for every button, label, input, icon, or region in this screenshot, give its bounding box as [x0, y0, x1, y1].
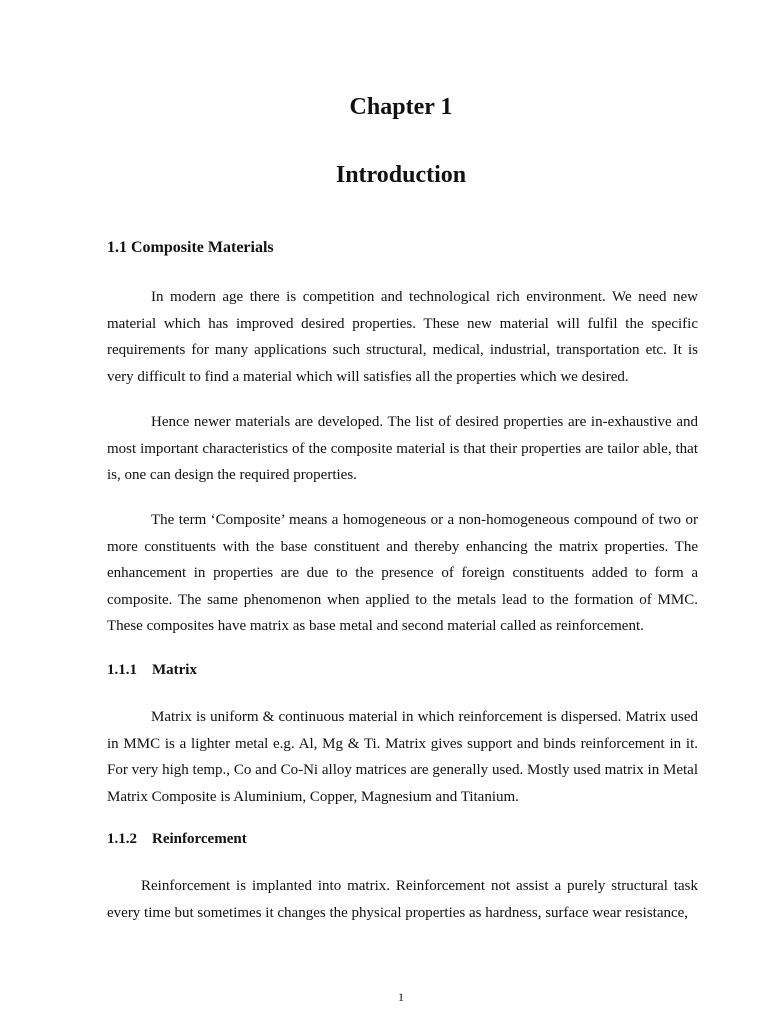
paragraph-newer-materials: Hence newer materials are developed. The list of desired properties are in-exhaustive and most important characteristics of the composite material is that their properties are tailor able, that is, one can design the required properties. — [107, 414, 698, 483]
paragraph-term-composite: The term ‘Composite’ means a homogeneous or a non-homogeneous compound of two or more constituents with the base constituent and thereby enhancing the matrix properties. The enhancement in properties are due to the presence of foreign constituents added to form a composite. The same phenomenon when applied to the metals lead to the formation of MMC. These composites have matrix as base metal and second material called as reinforcement. — [107, 512, 698, 634]
subsection-heading-reinforcement: 1.1.2 Reinforcement — [107, 831, 247, 847]
paragraph-matrix: Matrix is uniform & continuous material in which reinforcement is dispersed. Matrix used in MMC is a lighter metal e.g. Al, Mg & Ti. Matrix gives support and binds reinforcement in it. For very high temp., Co and Co-Ni alloy matrices are generally used. Mostly used matrix in Metal Matrix Composite is Aluminium, Copper, Magnesium and Titanium. — [107, 709, 698, 805]
section-heading-composite-materials: 1.1 Composite Materials — [107, 239, 274, 256]
page-number: 1 — [398, 990, 404, 1004]
chapter-number: Chapter 1 — [349, 94, 453, 120]
chapter-title: Introduction — [335, 162, 467, 188]
paragraph-modern-age: In modern age there is competition and technological rich environment. We need new material which has improved desired properties. These new material will fulfil the specific requirements for many applications such structural, medical, industrial, transportation etc. It is very difficult to find a material which will satisfies all the properties which we desired. — [107, 289, 698, 385]
paragraph-reinforcement: Reinforcement is implanted into matrix. Reinforcement not assist a purely structural task every time but sometimes it changes the physical properties as hardness, surface wear resistance, — [107, 878, 698, 921]
subsection-heading-matrix: 1.1.1 Matrix — [107, 662, 197, 678]
